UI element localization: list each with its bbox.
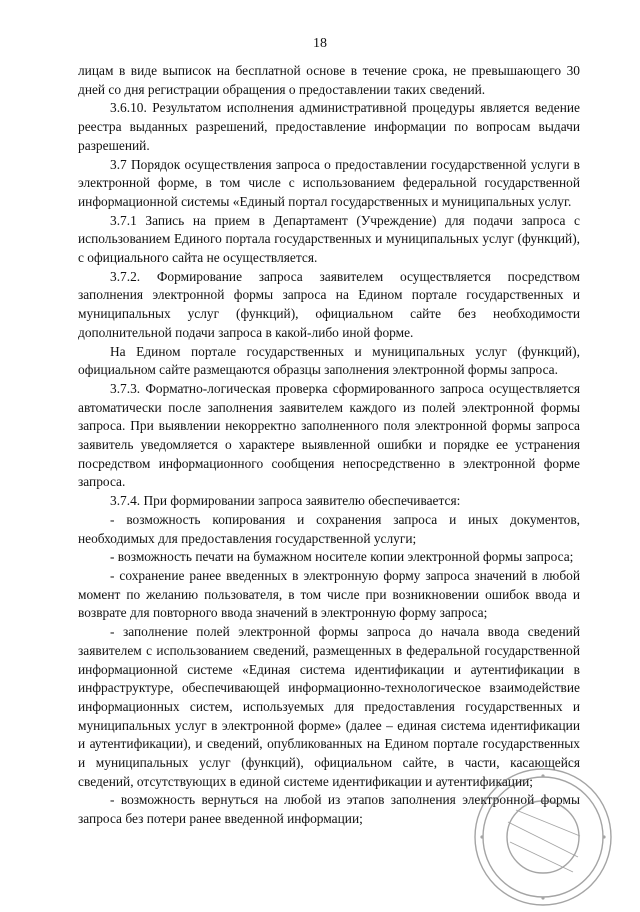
paragraph-3-7-2: 3.7.2. Формирование запроса заявителем осуществляется посредством заполнения электронной формы запроса на Едином портале государственных и муниципальных услуг (функций), официальном сайте без необходимости дополнительной подачи запроса в какой-либо иной форме. [78,268,580,340]
paragraph-3-7-4: 3.7.4. При формировании запроса заявителю обеспечивается: [110,493,461,509]
page-number: 18 [313,36,327,51]
paragraph-3-6-10: 3.6.10. Результатом исполнения административной процедуры является ведение реестра выданных разрешений, предоставление информации по вопросам выдачи разрешений. [78,100,580,153]
official-stamp [468,762,618,912]
list-item-copy-save: - возможность копирования и сохранения запроса и иных документов, необходимых для предоставления государственной услуги; [78,511,580,546]
paragraph-3-7-3: 3.7.3. Форматно-логическая проверка сформированного запроса осуществляется автоматически после заполнения заявителем каждого из полей электронной формы запроса. При выявлении некорректно заполненного поля электронной формы запроса заявитель уведомляется о характере выявленной ошибки и порядке ее устранения посредством информационного сообщения непосредственно в электронной форме запроса. [78,380,580,490]
paragraph-3-7: 3.7 Порядок осуществления запроса о предоставлении государственной услуги в электронной форме, в том числе с использованием федеральной государственной информационной системы «Единый портал государственных и муниципальных услуг. [78,156,580,209]
list-item-autofill: - заполнение полей электронной формы запроса до начала ввода сведений заявителем с использованием сведений, размещенных в федеральной государственной информационной системе «Единая система идентификации и аутентификации в инфраструктуре, обеспечивающей информационно-технологическое взаимодействие информационных систем, используемых для предоставления государственных и муниципальных услуг в электронной форме» (далее – единая система идентификации и аутентификации), и сведений, опубликованных на Едином портале государственных и муниципальных услуг (функций), официальном сайте, в части, касающейся сведений, отсутствующих в единой системе идентификации и аутентификации; [78,624,580,789]
list-item-return-step: - возможность вернуться на любой из этапов заполнения электронной формы запроса без потери ранее введенной информации; [78,792,580,827]
list-item-save-values: - сохранение ранее введенных в электронную форму запроса значений в любой момент по желанию пользователя, в том числе при возникновении ошибок ввода и возврате для повторного ввода значений в электронную форму запроса; [78,567,580,621]
list-item-print: - возможность печати на бумажном носителе копии электронной формы запроса; [110,549,574,565]
paragraph-samples: На Едином портале государственных и муниципальных услуг (функций), официальном сайте размещаются образцы заполнения электронной формы запроса. [78,343,580,378]
paragraph-3-7-1: 3.7.1 Запись на прием в Департамент (Учреждение) для подачи запроса с использованием Единого портала государственных и муниципальных услуг (функций), с официального сайта не осуществляется. [78,212,580,266]
paragraph-continuation: лицам в виде выписок на бесплатной основе в течение срока, не превышающего 30 дней со дня регистрации обращения о предоставлении таких сведений. [78,63,580,97]
document-body [78,62,580,829]
